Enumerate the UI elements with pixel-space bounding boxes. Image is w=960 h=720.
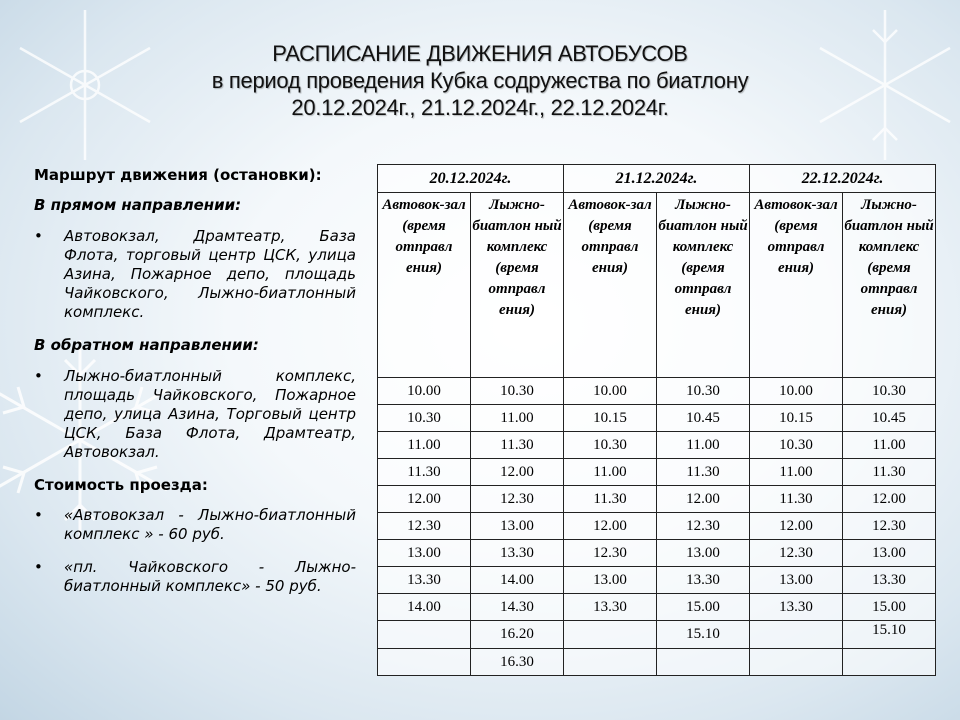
time-cell: 12.00 xyxy=(657,486,750,513)
time-cell: 10.30 xyxy=(657,378,750,405)
table-row xyxy=(378,621,936,649)
route-heading: Маршрут движения (остановки): xyxy=(34,166,322,184)
time-cell: 13.00 xyxy=(564,567,657,594)
time-cell: 13.30 xyxy=(471,540,564,567)
time-cell: 13.00 xyxy=(657,540,750,567)
back-stops: • Лыжно-биатлонный комплекс, площадь Чайковского, Пожарное депо, улица Азина, Торговый центр ЦСК, База Флота, Драмтеатр, Автовокзал. xyxy=(34,367,356,462)
time-cell xyxy=(564,621,657,649)
time-cell: 13.00 xyxy=(750,567,843,594)
back-list xyxy=(34,367,356,462)
time-cell: 13.30 xyxy=(378,567,471,594)
time-cell: 10.45 xyxy=(843,405,936,432)
time-cell: 13.30 xyxy=(657,567,750,594)
time-cell xyxy=(378,621,471,649)
time-cell: 12.30 xyxy=(564,540,657,567)
time-cell: 10.45 xyxy=(657,405,750,432)
title-line-3: 20.12.2024г., 21.12.2024г., 22.12.2024г. xyxy=(291,95,669,120)
time-cell: 13.30 xyxy=(750,594,843,621)
time-cell: 14.00 xyxy=(378,594,471,621)
schedule-body xyxy=(378,378,936,676)
time-cell xyxy=(750,649,843,676)
time-cell: 11.00 xyxy=(657,432,750,459)
time-cell: 16.30 xyxy=(471,649,564,676)
forward-list xyxy=(34,227,356,322)
time-cell: 10.30 xyxy=(564,432,657,459)
table-row xyxy=(378,649,936,676)
time-cell: 11.30 xyxy=(471,432,564,459)
title-line-1: РАСПИСАНИЕ ДВИЖЕНИЯ АВТОБУСОВ xyxy=(272,41,688,66)
time-cell xyxy=(378,649,471,676)
column-header-ski-complex: Лыжно-биатлон ный комплекс (время отправл ения) xyxy=(843,193,936,378)
time-cell: 11.30 xyxy=(750,486,843,513)
time-cell: 12.00 xyxy=(378,486,471,513)
table-row xyxy=(378,405,936,432)
time-cell xyxy=(750,621,843,649)
time-cell: 11.00 xyxy=(471,405,564,432)
time-cell: 15.00 xyxy=(657,594,750,621)
time-cell: 13.30 xyxy=(843,567,936,594)
table-row xyxy=(378,513,936,540)
time-cell: 12.00 xyxy=(750,513,843,540)
table-row xyxy=(378,378,936,405)
time-cell: 11.00 xyxy=(843,432,936,459)
time-cell: 10.30 xyxy=(750,432,843,459)
time-cell: 12.30 xyxy=(843,513,936,540)
time-cell xyxy=(657,649,750,676)
time-cell: 11.00 xyxy=(750,459,843,486)
time-cell: 10.15 xyxy=(750,405,843,432)
table-row xyxy=(378,594,936,621)
route-info-panel xyxy=(34,166,356,610)
time-cell: 11.30 xyxy=(564,486,657,513)
date-header-3: 22.12.2024г. xyxy=(750,165,936,193)
fare-item-2: • «пл. Чайковского - Лыжно-биатлонный комплекс» - 50 руб. xyxy=(34,558,356,596)
time-cell: 13.00 xyxy=(843,540,936,567)
table-row xyxy=(378,486,936,513)
fare-heading: Стоимость проезда: xyxy=(34,476,208,494)
time-cell: 12.30 xyxy=(750,540,843,567)
schedule-table xyxy=(377,164,936,676)
time-cell: 10.00 xyxy=(378,378,471,405)
time-cell: 12.30 xyxy=(657,513,750,540)
time-cell: 14.00 xyxy=(471,567,564,594)
time-cell: 13.00 xyxy=(471,513,564,540)
time-cell: 11.30 xyxy=(378,459,471,486)
time-cell xyxy=(843,649,936,676)
date-header-1: 20.12.2024г. xyxy=(378,165,564,193)
time-cell: 12.00 xyxy=(564,513,657,540)
date-header-row xyxy=(378,165,936,193)
column-header-row xyxy=(378,193,936,378)
column-header-bus-station: Автовок-зал (время отправл ения) xyxy=(750,193,843,378)
time-cell: 10.15 xyxy=(564,405,657,432)
time-cell: 11.30 xyxy=(843,459,936,486)
table-row xyxy=(378,432,936,459)
fare-item-1: • «Автовокзал - Лыжно-биатлонный комплекс » - 60 руб. xyxy=(34,506,356,544)
fare-list xyxy=(34,506,356,596)
title-line-2: в период проведения Кубка содружества по биатлону xyxy=(211,68,749,93)
time-cell: 15.10 xyxy=(843,621,936,649)
time-cell: 11.00 xyxy=(378,432,471,459)
time-cell xyxy=(564,649,657,676)
time-cell: 15.10 xyxy=(657,621,750,649)
column-header-ski-complex: Лыжно-биатлон ный комплекс (время отправл ения) xyxy=(657,193,750,378)
forward-heading: В прямом направлении: xyxy=(34,196,242,214)
column-header-bus-station: Автовок-зал (время отправл ения) xyxy=(564,193,657,378)
time-cell: 13.00 xyxy=(378,540,471,567)
column-header-ski-complex: Лыжно-биатлон ный комплекс (время отправл ения) xyxy=(471,193,564,378)
time-cell: 10.00 xyxy=(750,378,843,405)
time-cell: 10.30 xyxy=(471,378,564,405)
time-cell: 13.30 xyxy=(564,594,657,621)
time-cell: 12.00 xyxy=(471,459,564,486)
time-cell: 12.30 xyxy=(378,513,471,540)
time-cell: 14.30 xyxy=(471,594,564,621)
time-cell: 10.00 xyxy=(564,378,657,405)
back-heading: В обратном направлении: xyxy=(34,336,259,354)
date-header-2: 21.12.2024г. xyxy=(564,165,750,193)
time-cell: 12.30 xyxy=(471,486,564,513)
column-header-bus-station: Автовок-зал (время отправл ения) xyxy=(378,193,471,378)
time-cell: 10.30 xyxy=(843,378,936,405)
page-title xyxy=(0,40,960,121)
time-cell: 16.20 xyxy=(471,621,564,649)
time-cell: 11.00 xyxy=(564,459,657,486)
table-row xyxy=(378,459,936,486)
time-cell: 12.00 xyxy=(843,486,936,513)
forward-stops: • Автовокзал, Драмтеатр, База Флота, торговый центр ЦСК, улица Азина, Пожарное депо, площадь Чайковского, Лыжно-биатлонный комплекс. xyxy=(34,227,356,322)
time-cell: 11.30 xyxy=(657,459,750,486)
table-row xyxy=(378,567,936,594)
time-cell: 10.30 xyxy=(378,405,471,432)
table-row xyxy=(378,540,936,567)
time-cell: 15.00 xyxy=(843,594,936,621)
